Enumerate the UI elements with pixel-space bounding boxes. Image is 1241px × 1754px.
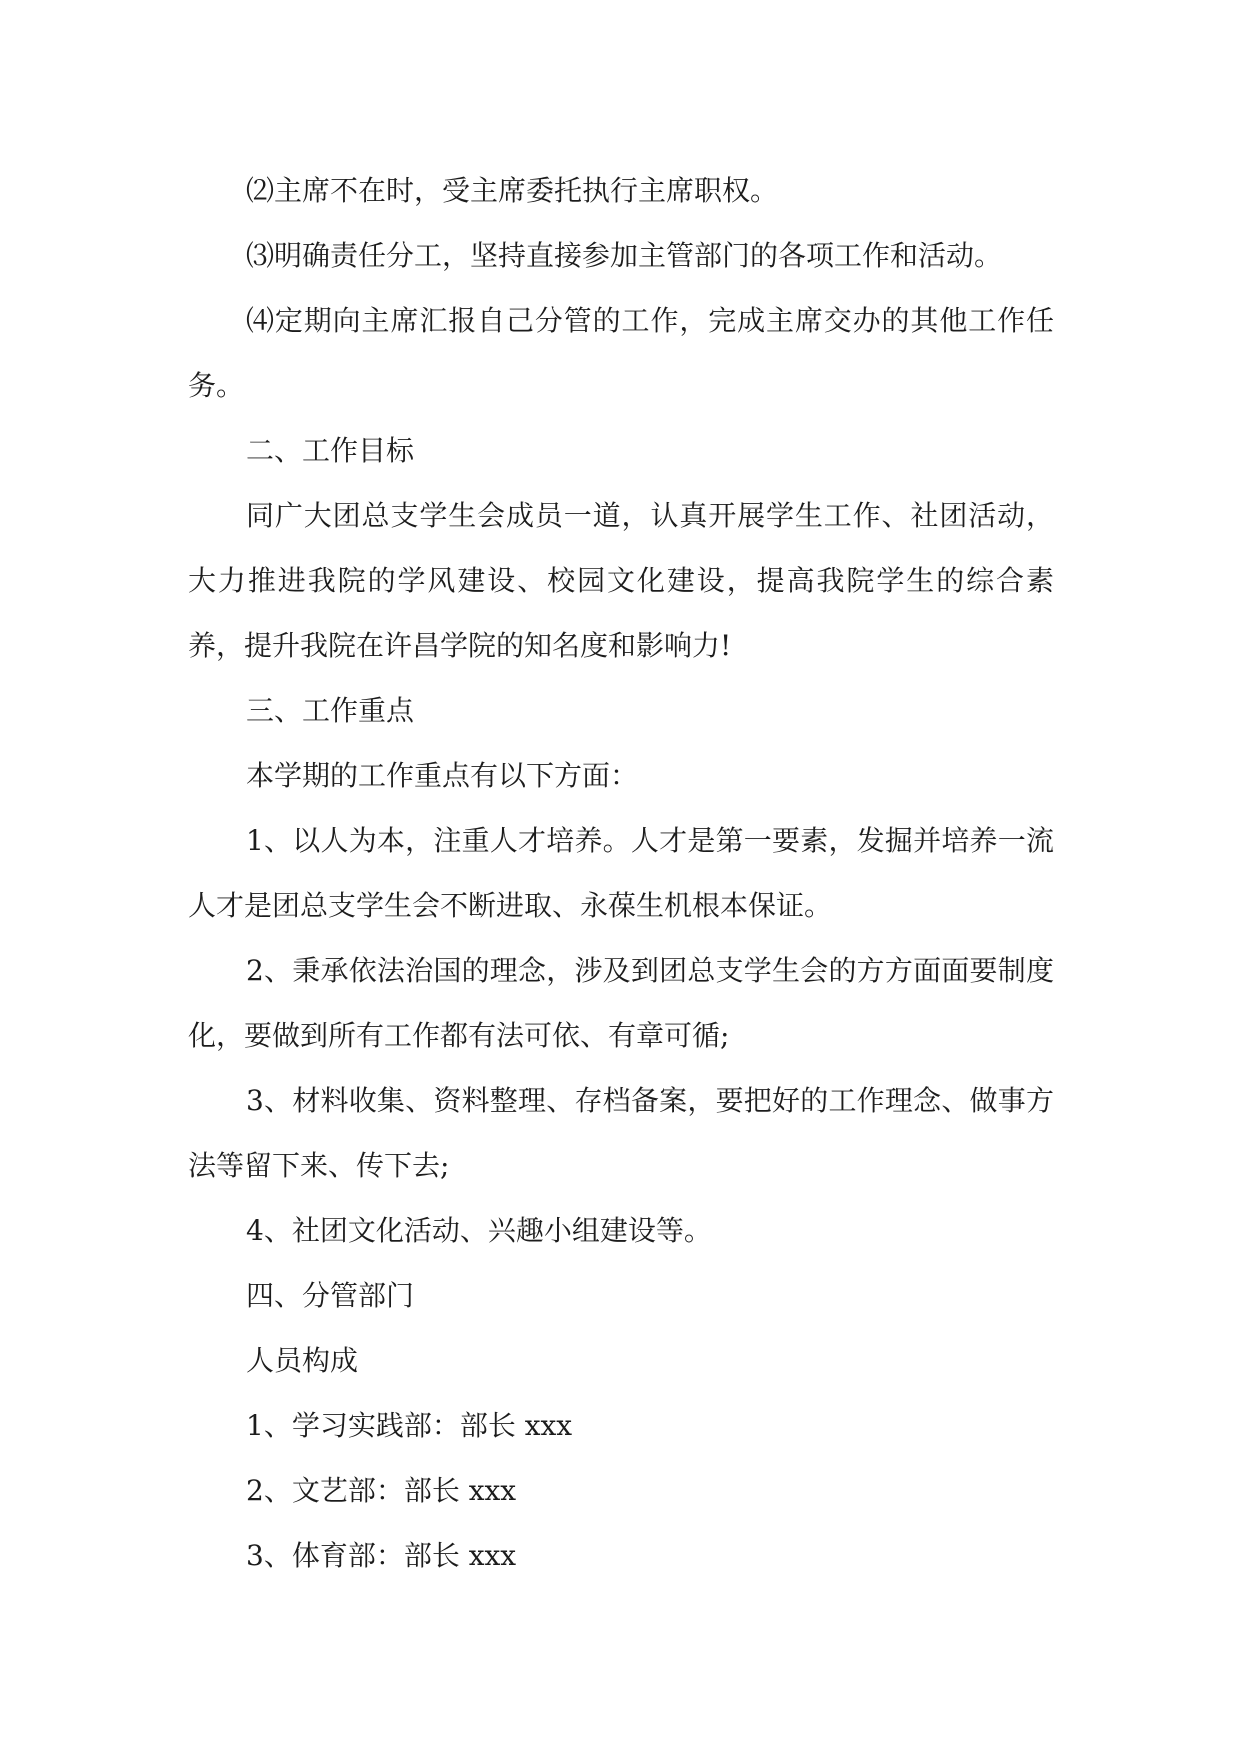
paragraph-focus-4: 4、社团文化活动、兴趣小组建设等。 (246, 1214, 712, 1247)
paragraph-work-goals: 同广大团总支学生会成员一道，认真开展学生工作、社团活动，大力推进我院的学风建设、校园文化建设，提高我院学生的综合素养，提升我院在许昌学院的知名度和影响力! (188, 499, 1054, 662)
paragraph-focus-intro: 本学期的工作重点有以下方面： (246, 759, 639, 792)
list-item-dept-2: 2、文艺部：部长 xxx (246, 1474, 517, 1507)
paragraph-duty-3: ⑶明确责任分工，坚持直接参加主管部门的各项工作和活动。 (246, 239, 1003, 272)
paragraph-duty-4: ⑷定期向主席汇报自己分管的工作，完成主席交办的其他工作任务。 (188, 304, 1054, 402)
document-body (188, 158, 1054, 1588)
list-item-dept-1: 1、学习实践部：部长 xxx (246, 1409, 573, 1442)
paragraph-duty-2: ⑵主席不在时，受主席委托执行主席职权。 (246, 174, 779, 207)
section-heading-work-focus: 三、工作重点 (246, 694, 415, 727)
paragraph-focus-2: 2、秉承依法治国的理念，涉及到团总支学生会的方方面面要制度化，要做到所有工作都有法可依、有章可循; (188, 954, 1054, 1052)
paragraph-focus-1: 1、以人为本，注重人才培养。人才是第一要素，发掘并培养一流人才是团总支学生会不断进取、永葆生机根本保证。 (188, 824, 1054, 922)
list-item-dept-3: 3、体育部：部长 xxx (246, 1539, 517, 1572)
section-heading-work-goals: 二、工作目标 (246, 434, 415, 467)
paragraph-staff-composition: 人员构成 (246, 1344, 359, 1377)
paragraph-focus-3: 3、材料收集、资料整理、存档备案，要把好的工作理念、做事方法等留下来、传下去; (188, 1084, 1054, 1182)
section-heading-departments: 四、分管部门 (246, 1279, 415, 1312)
